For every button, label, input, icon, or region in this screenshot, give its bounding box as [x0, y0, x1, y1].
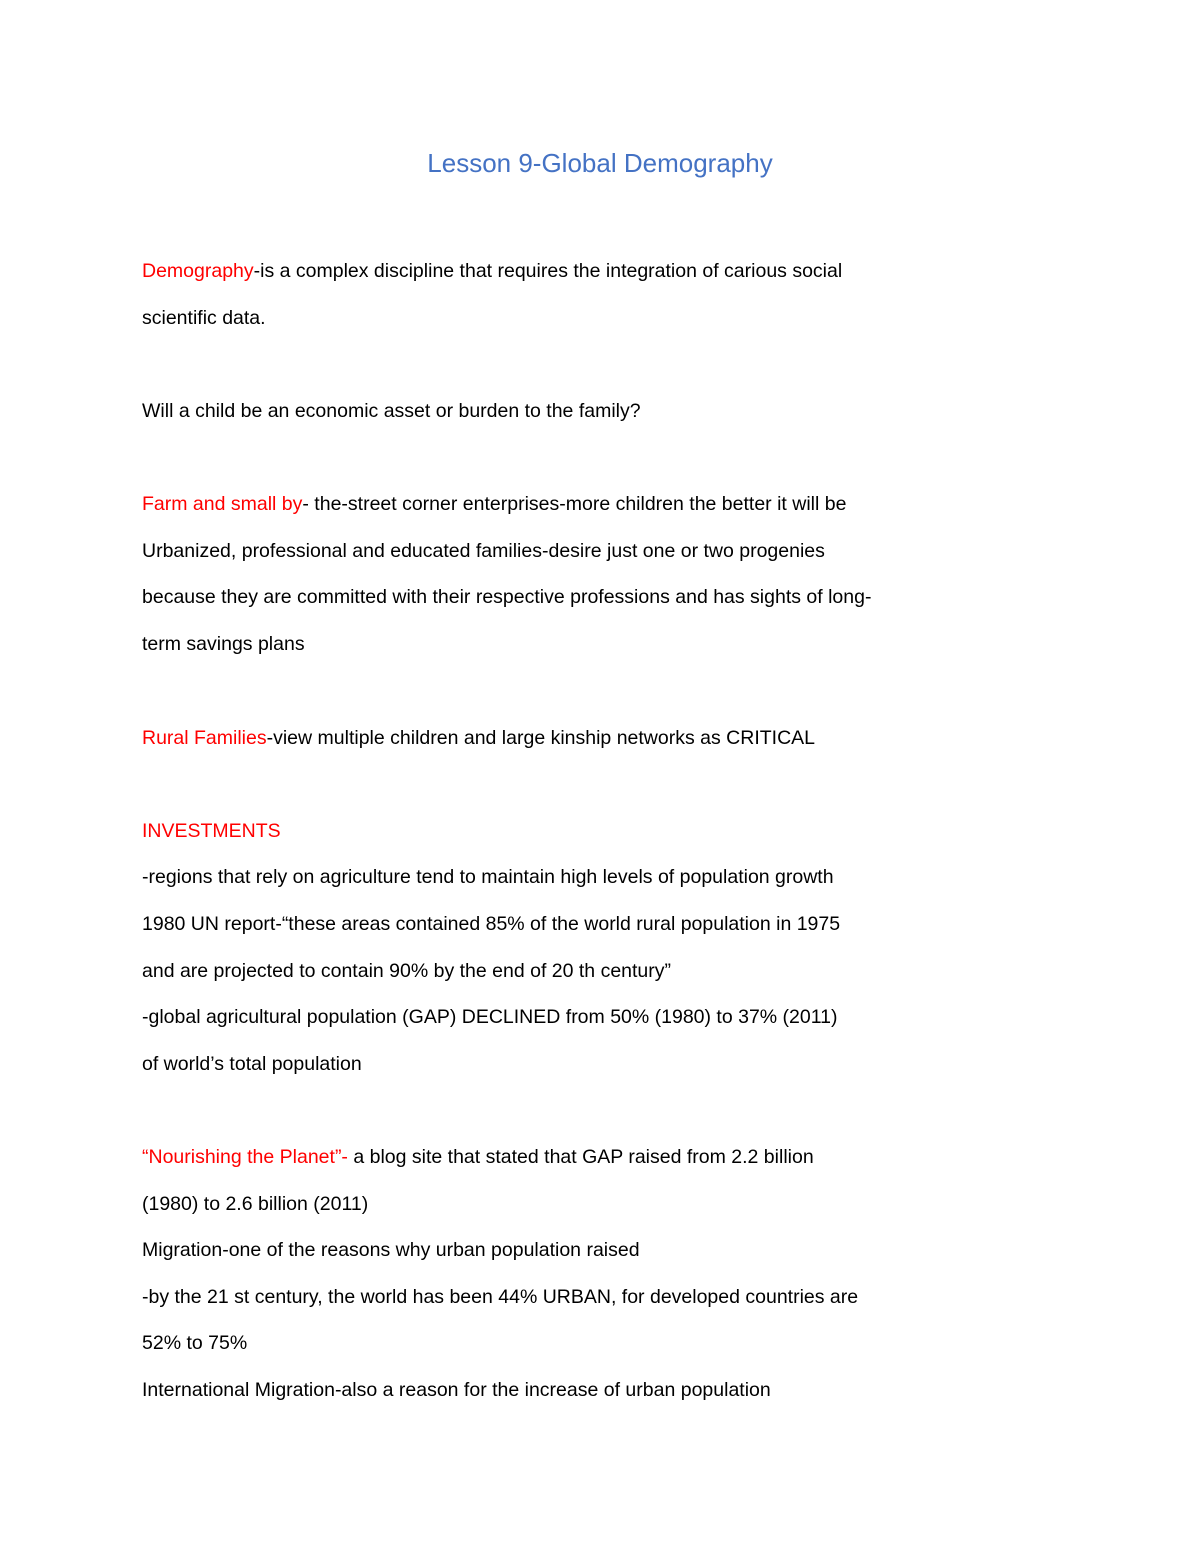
farm-line-1-rest: - the-street corner enterprises-more children the better it will be — [302, 493, 847, 515]
demography-definition: -is a complex discipline that requires the integration of carious social — [253, 260, 843, 282]
investments-line-3: and are projected to contain 90% by the end of 20 th century” — [142, 960, 672, 982]
demography-term: Demography — [142, 260, 254, 282]
nourishing-term: “Nourishing the Planet”- — [142, 1146, 348, 1168]
investments-heading: INVESTMENTS — [142, 820, 281, 842]
nourishing-line-1-rest: a blog site that stated that GAP raised from 2.2 billion — [347, 1146, 814, 1168]
demography-line-1 — [142, 256, 842, 286]
page-title: Lesson 9-Global Demography — [427, 148, 773, 178]
farm-term: Farm and small by — [142, 493, 303, 515]
nourishing-line-4: -by the 21 st century, the world has been 44% URBAN, for developed countries are — [142, 1286, 859, 1308]
nourishing-line-5: 52% to 75% — [142, 1332, 248, 1354]
rural-rest: -view multiple children and large kinship networks as CRITICAL — [266, 727, 815, 749]
demography-line-2: scientific data. — [142, 307, 266, 329]
nourishing-line-2: (1980) to 2.6 billion (2011) — [142, 1193, 369, 1215]
farm-line-3: because they are committed with their respective professions and has sights of long- — [142, 586, 872, 608]
rural-term: Rural Families — [142, 727, 267, 749]
nourishing-line-1 — [142, 1142, 814, 1172]
rural-line — [142, 723, 815, 753]
nourishing-line-3: Migration-one of the reasons why urban population raised — [142, 1239, 640, 1261]
farm-line-1 — [142, 489, 846, 519]
farm-line-4: term savings plans — [142, 633, 305, 655]
investments-line-2: 1980 UN report-“these areas contained 85% of the world rural population in 1975 — [142, 913, 841, 935]
investments-line-4: -global agricultural population (GAP) DECLINED from 50% (1980) to 37% (2011) — [142, 1006, 838, 1028]
nourishing-line-6: International Migration-also a reason for the increase of urban population — [142, 1379, 771, 1401]
farm-line-2: Urbanized, professional and educated families-desire just one or two progenies — [142, 540, 825, 562]
investments-line-5: of world’s total population — [142, 1053, 362, 1075]
investments-line-1: -regions that rely on agriculture tend to maintain high levels of population growth — [142, 866, 834, 888]
question-line: Will a child be an economic asset or burden to the family? — [142, 400, 641, 422]
